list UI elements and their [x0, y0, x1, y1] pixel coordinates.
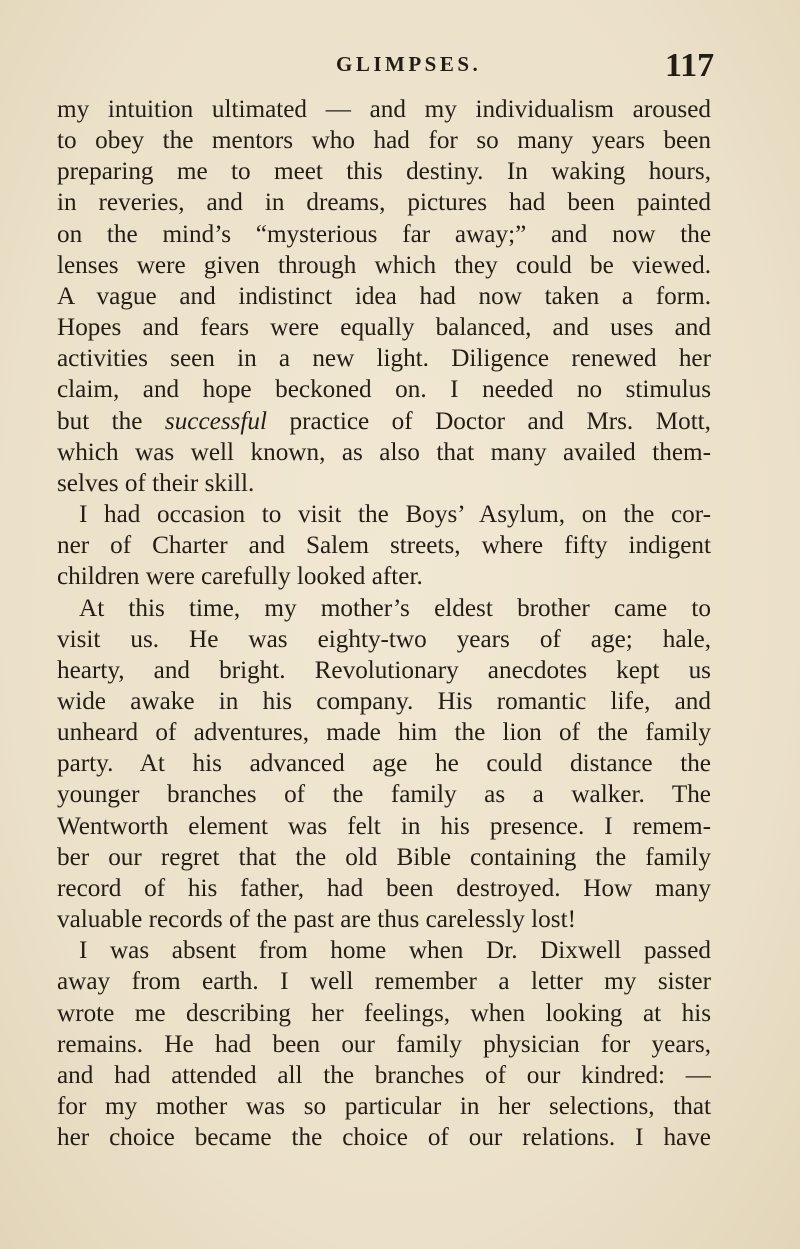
text-line: valuable records of the past are thus carelessly lost! — [57, 906, 576, 934]
text-line: younger branches of the family as a walker. The — [57, 781, 711, 809]
body-text — [57, 94, 711, 1153]
text-line: to obey the mentors who had for so many years been — [57, 127, 711, 155]
text-line: lenses were given through which they could be viewed. — [57, 251, 711, 279]
text-line: away from earth. I well remember a letter my sister — [57, 968, 711, 996]
paragraph-2 — [57, 499, 711, 592]
text-line: party. At his advanced age he could distance the — [57, 750, 711, 778]
text-line: wrote me describing her feelings, when looking at his — [57, 999, 711, 1027]
text-line: ner of Charter and Salem streets, where fifty indigent — [57, 532, 711, 560]
text-line: record of his father, had been destroyed. How many — [57, 874, 711, 902]
text-line: which was well known, as also that many availed them- — [57, 438, 711, 466]
text-line: activities seen in a new light. Diligence renewed her — [57, 345, 711, 373]
paragraph-3 — [57, 593, 711, 936]
text-line: Wentworth element was felt in his presence. I remem- — [57, 812, 711, 840]
text-line: I was absent from home when Dr. Dixwell passed — [79, 937, 711, 965]
text-line: At this time, my mother’s eldest brother came to — [79, 594, 711, 622]
text-line: in reveries, and in dreams, pictures had been painted — [57, 189, 711, 217]
text-line: A vague and indistinct idea had now taken a form. — [57, 282, 711, 310]
text-line: hearty, and bright. Revolutionary anecdotes kept us — [57, 656, 711, 684]
text-line: and had attended all the branches of our kindred: — — [57, 1061, 711, 1089]
text-line-italic: but the successful practice of Doctor and Mrs. Mott, — [57, 407, 711, 435]
page-number: 117 — [665, 47, 715, 84]
text-line: ber our regret that the old Bible containing the family — [57, 843, 711, 871]
text-line: claim, and hope beckoned on. I needed no stimulus — [57, 376, 711, 404]
text-line: on the mind’s “mysterious far away;” and now the — [57, 220, 711, 248]
running-head: GLIMPSES. — [336, 52, 482, 76]
text-line: children were carefully looked after. — [57, 563, 423, 591]
text-line: her choice became the choice of our relations. I have — [57, 1124, 711, 1152]
paragraph-1 — [57, 94, 711, 499]
text-line: I had occasion to visit the Boys’ Asylum, on the cor- — [79, 501, 711, 529]
paragraph-4 — [57, 935, 711, 1153]
text-line: visit us. He was eighty-two years of age; hale, — [57, 625, 711, 653]
text-line: for my mother was so particular in her selections, that — [57, 1093, 711, 1120]
text-line: wide awake in his company. His romantic life, and — [57, 687, 711, 715]
text-line: remains. He had been our family physician for years, — [57, 1030, 711, 1058]
emphasized-word: successful — [164, 407, 268, 435]
text-line: my intuition ultimated — and my individualism aroused — [57, 96, 711, 123]
text-line: preparing me to meet this destiny. In waking hours, — [57, 158, 711, 186]
text-line: selves of their skill. — [57, 469, 255, 497]
text-line: unheard of adventures, made him the lion of the family — [57, 719, 711, 747]
text-line: Hopes and fears were equally balanced, and uses and — [57, 314, 711, 342]
